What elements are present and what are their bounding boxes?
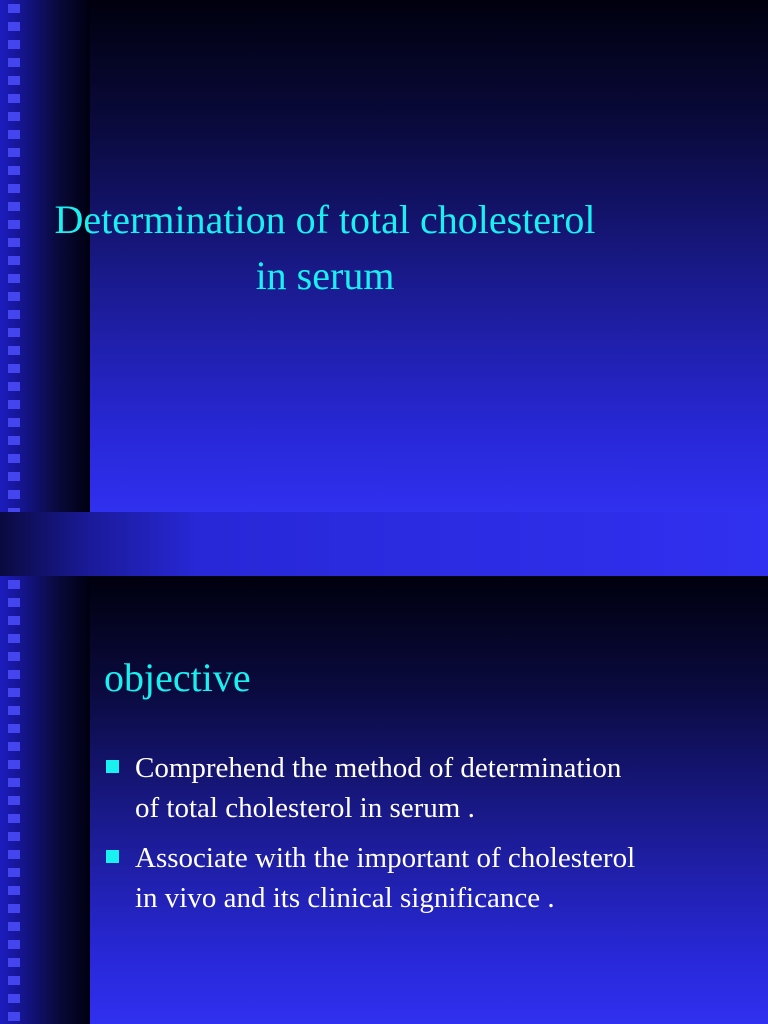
title-line-2: in serum (255, 253, 395, 298)
square-bullet-icon (106, 850, 119, 863)
list-item (104, 748, 744, 828)
square-bullet-icon (106, 760, 119, 773)
title-line-1: Determination of total cholesterol (54, 197, 596, 242)
list-item (104, 838, 744, 918)
bullet-line-1: Comprehend the method of determination (135, 752, 622, 784)
objective-bullet-list (104, 748, 744, 928)
slide-title-text (0, 192, 650, 304)
objective-heading: objective (104, 655, 251, 700)
slide-gap (0, 512, 768, 576)
decorative-side-strip (0, 576, 90, 1024)
decorative-squares (8, 576, 20, 1024)
bullet-line-2: of total cholesterol in serum . (135, 792, 475, 824)
bullet-line-1: Associate with the important of cholesterol (135, 842, 636, 874)
bullet-line-2: in vivo and its clinical significance . (135, 882, 555, 914)
